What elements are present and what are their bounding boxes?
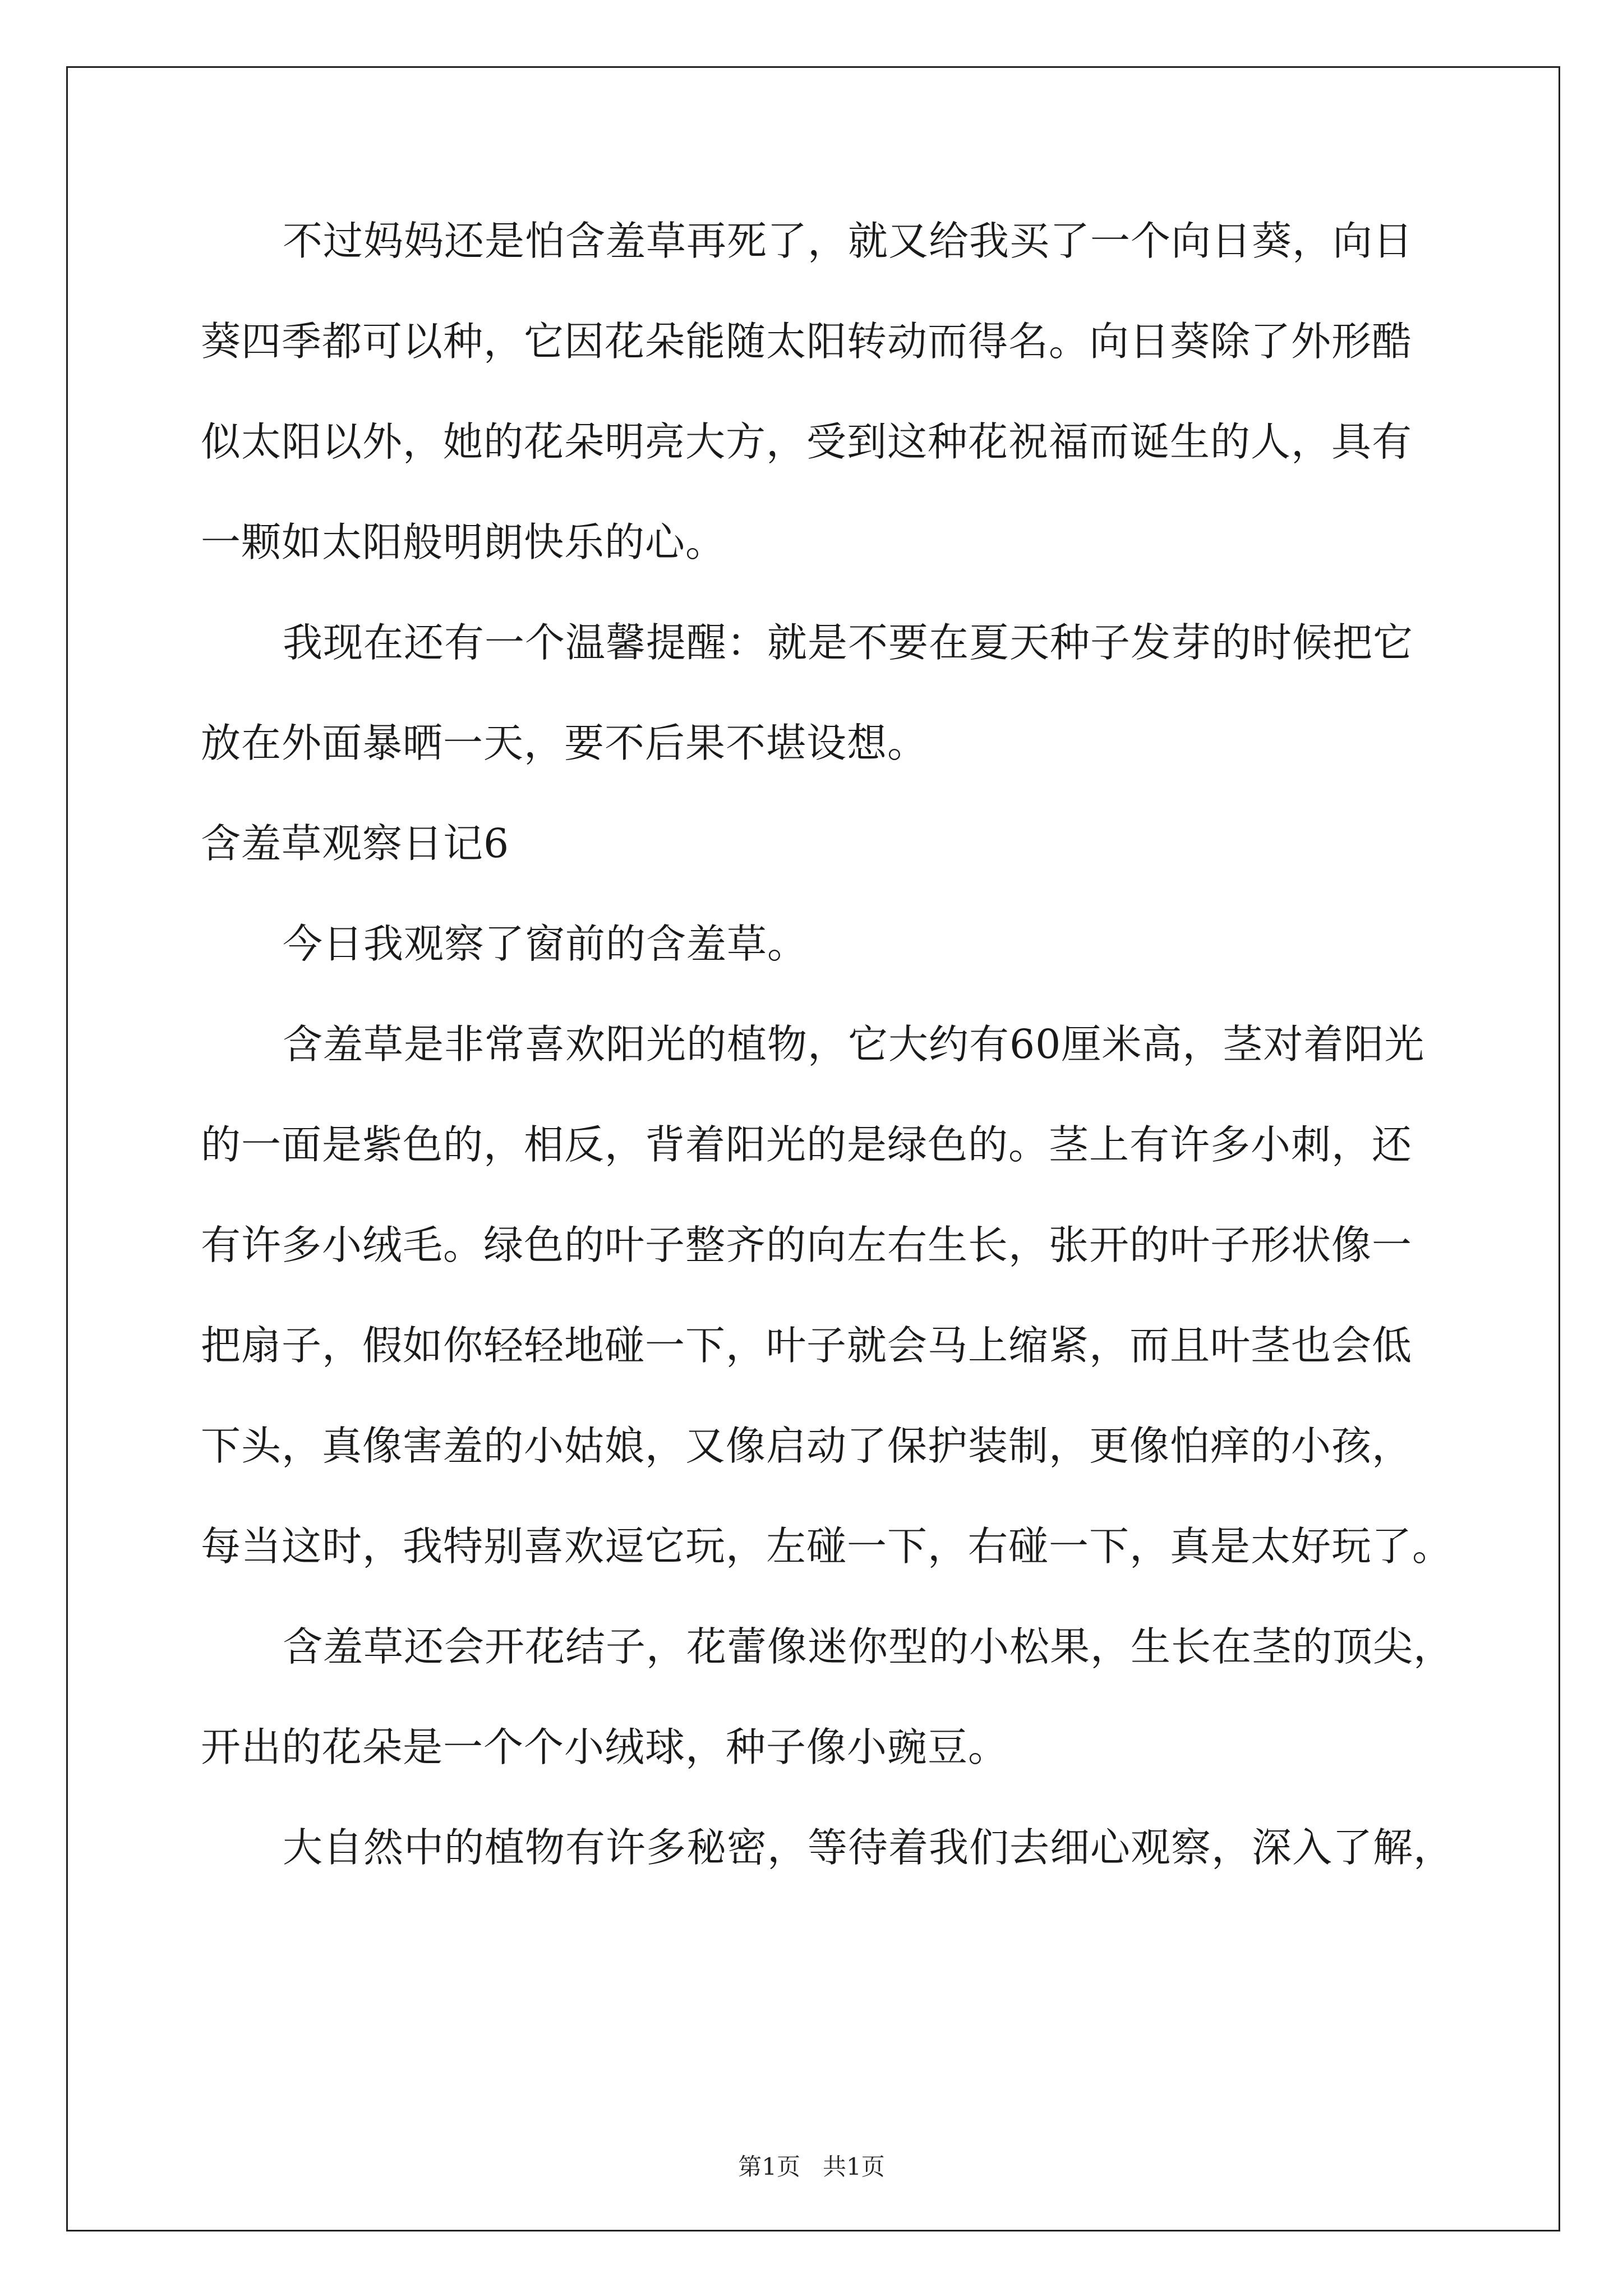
text-line: 开出的花朵是一个个小绒球，种子像小豌豆。 (201, 1724, 1009, 1770)
paragraph (201, 1016, 1453, 1575)
text-line: 的一面是紫色的，相反，背着阳光的是绿色的。茎上有许多小刺，还 (201, 1121, 1413, 1168)
text-line: 我现在还有一个温馨提醒：就是不要在夏天种子发芽的时候把它 (283, 619, 1414, 666)
document-body (201, 213, 1454, 1876)
text-line: 葵四季都可以种，它因花朵能随太阳转动而得名。向日葵除了外形酷 (201, 318, 1413, 365)
text-line: 大自然中的植物有许多秘密，等待着我们去细心观察，深入了解， (283, 1824, 1454, 1871)
paragraph (201, 916, 1440, 972)
page-footer: 第1页 共1页 (738, 2153, 885, 2180)
text-line: 下头，真像害羞的小姑娘，又像启动了保护装制，更像怕痒的小孩， (201, 1423, 1413, 1469)
paragraph (201, 615, 1440, 771)
text-line: 有许多小绒毛。绿色的叶子整齐的向左右生长，张开的叶子形状像一 (201, 1222, 1413, 1268)
text-line: 放在外面暴晒一天，要不后果不堪设想。 (201, 720, 928, 766)
text-line: 似太阳以外，她的花朵明亮大方，受到这种花祝福而诞生的人，具有 (201, 418, 1413, 465)
paragraph (201, 213, 1440, 570)
section-heading: 含羞草观察日记6 (201, 820, 510, 867)
text-line: 把扇子，假如你轻轻地碰一下，叶子就会马上缩紧，而且叶茎也会低 (201, 1322, 1413, 1369)
text-line: 不过妈妈还是怕含羞草再死了，就又给我买了一个向日葵，向日 (283, 218, 1414, 264)
paragraph (201, 1619, 1454, 1775)
text-line: 一颗如太阳般明朗快乐的心。 (201, 519, 726, 565)
text-line: 含羞草还会开花结子，花蕾像迷你型的小松果，生长在茎的顶尖， (283, 1623, 1454, 1670)
text-line: 今日我观察了窗前的含羞草。 (283, 921, 808, 967)
paragraph (201, 1820, 1454, 1876)
text-line: 每当这时，我特别喜欢逗它玩，左碰一下，右碰一下，真是太好玩了。 (201, 1523, 1453, 1570)
text-line: 含羞草是非常喜欢阳光的植物，它大约有60厘米高，茎对着阳光 (283, 1021, 1425, 1068)
